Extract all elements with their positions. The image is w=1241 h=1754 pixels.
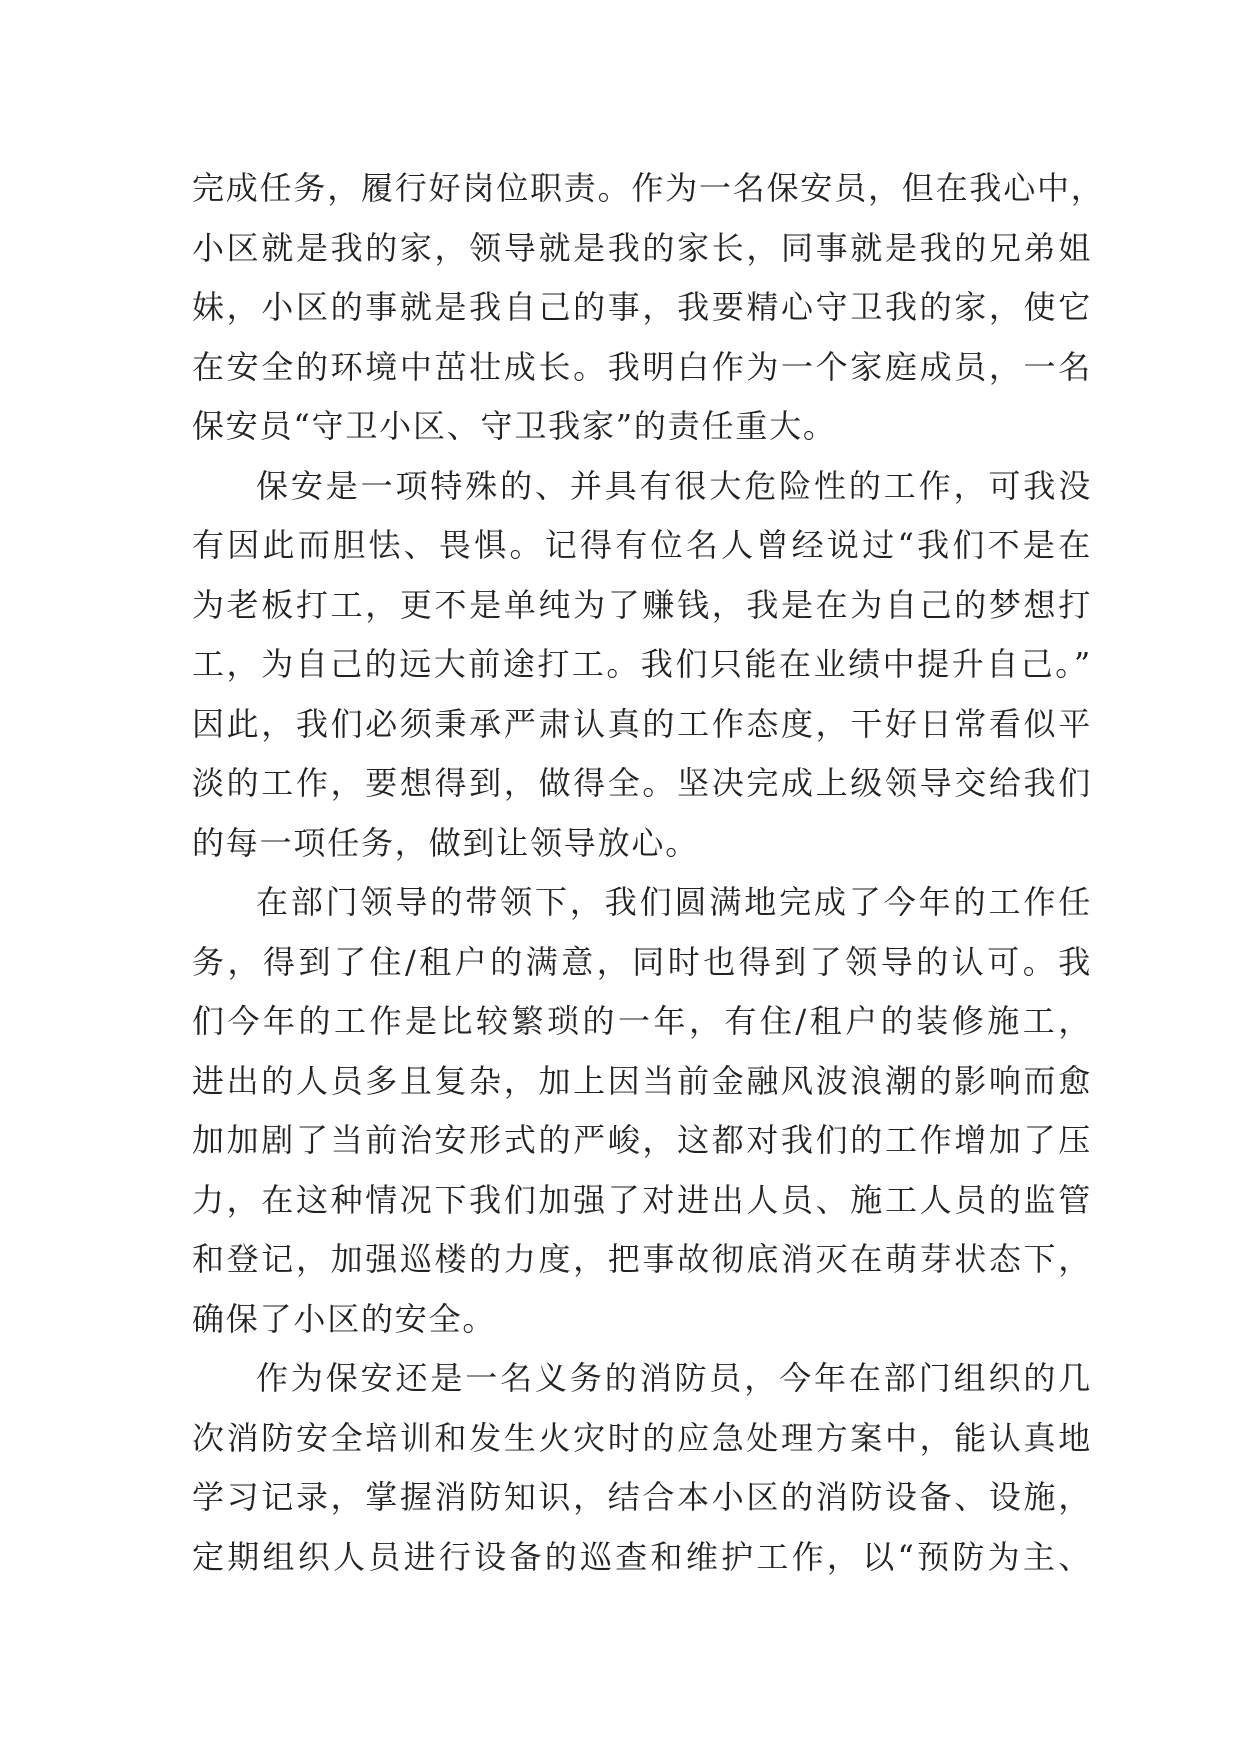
text-line-21: 作为保安还是一名义务的消防员，今年在部门组织的几: [256, 1359, 1092, 1397]
text-line-14: 务，得到了住/租户的满意，同时也得到了领导的认可。我: [192, 942, 1092, 981]
text-line-23: 学习记录，掌握消防知识，结合本小区的消防设备、设施，: [192, 1478, 1092, 1516]
text-line-15: 们今年的工作是比较繁琐的一年，有住/租户的装修施工，: [192, 1002, 1092, 1040]
text-line-22: 次消防安全培训和发生火灾时的应急处理方案中，能认真地: [192, 1418, 1092, 1457]
body-text: [192, 159, 1105, 1587]
text-line-11: 淡的工作，要想得到，做得全。坚决完成上级领导交给我们: [192, 764, 1092, 802]
text-line-17: 加加剧了当前治安形式的严峻，这都对我们的工作增加了压: [192, 1121, 1092, 1159]
text-line-20: 确保了小区的安全。: [192, 1299, 497, 1338]
text-line-12: 的每一项任务，做到让领导放心。: [192, 823, 700, 862]
text-line-10: 因此，我们必须秉承严肃认真的工作态度，干好日常看似平: [192, 704, 1092, 743]
text-line-18: 力，在这种情况下我们加强了对进出人员、施工人员的监管: [192, 1180, 1092, 1219]
text-line-9: 工，为自己的远大前途打工。我们只能在业绩中提升自己。”: [192, 645, 1092, 683]
text-line-5: 保安员“守卫小区、守卫我家”的责任重大。: [192, 407, 837, 445]
text-line-19: 和登记，加强巡楼的力度，把事故彻底消灭在萌芽状态下，: [192, 1240, 1092, 1278]
text-line-4: 在安全的环境中茁壮成长。我明白作为一个家庭成员，一名: [192, 347, 1092, 386]
text-line-6: 保安是一项特殊的、并具有很大危险性的工作，可我没: [256, 466, 1092, 505]
text-line-1: 完成任务，履行好岗位职责。作为一名保安员，但在我心中，: [192, 169, 1105, 207]
text-line-7: 有因此而胆怯、畏惧。记得有位名人曾经说过“我们不是在: [192, 526, 1092, 564]
text-line-2: 小区就是我的家，领导就是我的家长，同事就是我的兄弟姐: [192, 228, 1092, 267]
text-line-13: 在部门领导的带领下，我们圆满地完成了今年的工作任: [256, 883, 1092, 921]
text-line-8: 为老板打工，更不是单纯为了赚钱，我是在为自己的梦想打: [192, 585, 1092, 624]
text-line-3: 妹，小区的事就是我自己的事，我要精心守卫我的家，使它: [192, 288, 1092, 326]
text-line-24: 定期组织人员进行设备的巡查和维护工作，以“预防为主、: [192, 1537, 1092, 1576]
text-line-16: 进出的人员多且复杂，加上因当前金融风波浪潮的影响而愈: [192, 1061, 1092, 1100]
